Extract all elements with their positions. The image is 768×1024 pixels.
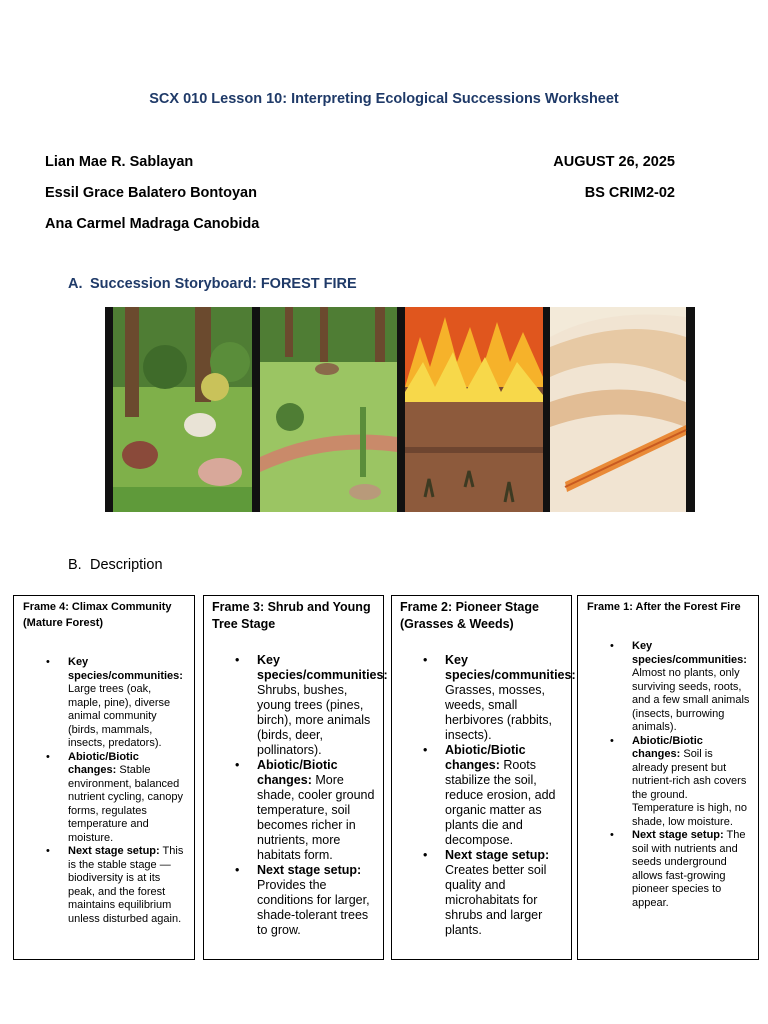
list-item (632, 829, 750, 910)
bullet-label: Key species/communities: (68, 656, 183, 682)
section-b-letter: B. (68, 557, 82, 573)
bullet-label: Next stage setup: (632, 829, 724, 841)
bullet-label: Next stage setup: (68, 845, 160, 857)
bullet-label: Key species/communities: (445, 653, 576, 682)
bullet-label: Abiotic/Biotic changes: (257, 758, 338, 787)
frame-card-after-fire (577, 595, 759, 960)
bullet-label: Key species/communities: (257, 653, 388, 682)
bullet-text: Creates better soil quality and microhabitats for shrubs and larger plants. (445, 863, 547, 937)
list-item (632, 640, 750, 735)
storyboard-image (105, 307, 695, 512)
bullet-text: The soil with nutrients and seeds underground allows fast-growing pioneer species to appear. (632, 829, 746, 909)
bullet-text: Stable environment, balanced nutrient cycling, canopy forms, regulates temperature and moisture. (68, 764, 183, 844)
section-a-title: Succession Storyboard: FOREST FIRE (90, 276, 357, 292)
frame-title: Frame 3: Shrub and Young Tree Stage (212, 600, 371, 631)
list-item (257, 863, 375, 938)
frame-title: Frame 1: After the Forest Fire (587, 601, 741, 613)
list-item (445, 653, 576, 743)
list-item (68, 845, 186, 926)
list-item (632, 735, 750, 830)
bullet-text: Almost no plants, only surviving seeds, roots, and a few small animals (insects, burrowing animals). (632, 667, 750, 733)
bullet-label: Abiotic/Biotic changes: (445, 743, 526, 772)
class-section-label: BS CRIM2-02 (584, 185, 675, 201)
frame-bullet-list (445, 653, 576, 938)
student-name: Lian Mae R. Sablayan (45, 154, 194, 170)
bullet-text: More shade, cooler ground temperature, soil becomes richer in nutrients, more habitats form. (257, 773, 375, 862)
section-a-letter: A. (68, 276, 83, 292)
section-b-title: Description (90, 557, 163, 573)
bullet-text: Soil is already present but nutrient-rich ash covers the ground. Temperature is high, no shade, low moisture. (632, 748, 747, 828)
student-name: Essil Grace Balatero Bontoyan (45, 185, 257, 201)
bullet-label: Abiotic/Biotic changes: (632, 734, 703, 760)
section-b-heading (68, 557, 163, 573)
list-item (68, 656, 186, 751)
panel-pioneer-stage (260, 307, 397, 512)
bullet-text: Roots stabilize the soil, reduce erosion, add organic matter as plants die and decompose. (445, 758, 556, 847)
bullet-text: Provides the conditions for larger, shade-tolerant trees to grow. (257, 878, 370, 937)
panel-forest-fire (405, 307, 543, 512)
student-name: Ana Carmel Madraga Canobida (45, 216, 260, 232)
panel-mature-forest (113, 307, 252, 512)
bullet-label: Next stage setup: (445, 848, 550, 862)
bullet-text: Large trees (oak, maple, pine), diverse animal community (birds, mammals, insects, predators). (68, 683, 171, 749)
list-item (445, 848, 563, 938)
frame-bullet-list (257, 653, 388, 938)
frame-card-shrub (203, 595, 388, 960)
list-item (445, 743, 563, 848)
bullet-text: This is the stable stage — biodiversity is at its peak, and the forest maintains equilibrium unless disturbed again. (68, 845, 184, 925)
bullet-label: Next stage setup: (257, 863, 362, 877)
frame-title: Frame 2: Pioneer Stage (Grasses & Weeds) (400, 600, 539, 631)
frame-title: Frame 4: Climax Community (Mature Forest) (23, 601, 172, 629)
panel-after-fire (550, 307, 686, 512)
bullet-text: Grasses, mosses, weeds, small herbivores (rabbits, insects). (445, 683, 552, 742)
date-label: AUGUST 26, 2025 (553, 154, 675, 170)
frame-bullet-list (632, 640, 750, 910)
list-item (257, 653, 388, 758)
worksheet-meta (553, 153, 675, 215)
list-item (68, 751, 186, 846)
frame-bullet-list (68, 656, 186, 926)
bullet-text: Shrubs, bushes, young trees (pines, birch), more animals (birds, deer, pollinators). (257, 683, 371, 757)
list-item (257, 758, 375, 863)
worksheet-title: SCX 010 Lesson 10: Interpreting Ecological Successions Worksheet (149, 91, 619, 107)
bullet-label: Key species/communities: (632, 640, 747, 666)
frame-card-climax (13, 595, 195, 960)
bullet-label: Abiotic/Biotic changes: (68, 750, 139, 776)
section-a-heading (68, 276, 357, 292)
frame-card-pioneer (391, 595, 576, 960)
student-names (45, 153, 259, 246)
storyboard-illustration (105, 307, 695, 512)
